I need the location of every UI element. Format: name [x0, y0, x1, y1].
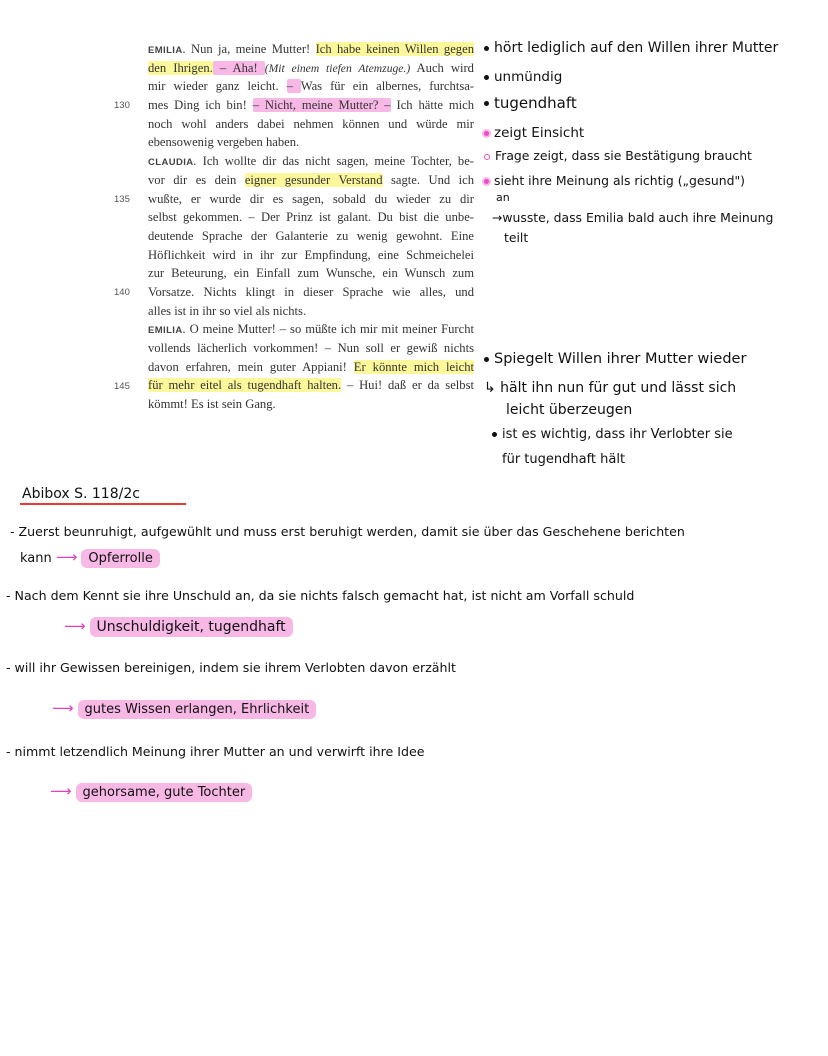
text-fragment: Höflichkeit wird in ihr zur Empfindung, eine Schmeichelei: [148, 247, 474, 262]
answer-4-result: gehorsame, gute Tochter: [76, 783, 253, 802]
answer-4: - nimmt letzendlich Meinung ihrer Mutter an und verwirft ihre Idee: [6, 744, 425, 759]
bullet-icon: [484, 46, 489, 51]
highlighted-text: den Ihrigen.: [148, 60, 213, 75]
text-fragment: vollends lächerlich vorkommen! – Nun soll er gewiß nichts: [148, 341, 474, 355]
note-5: Frage zeigt, dass sie Bestätigung braucht: [484, 148, 752, 163]
text-line: [148, 96, 474, 115]
note-2: unmündig: [484, 69, 562, 85]
text-line: [148, 302, 474, 321]
highlighted-text: eigner gesunder Verstand: [244, 172, 383, 187]
note-8: Spiegelt Willen ihrer Mutter wieder: [484, 351, 746, 367]
answer-3-result: gutes Wissen erlangen, Ehrlichkeit: [78, 700, 317, 719]
text-fragment: Vorsatze. Nichts klingt in dieser Sprache wie alles, und: [148, 284, 474, 299]
text-fragment: O meine Mutter! – so müßte ich mir mit meiner Furcht: [185, 322, 474, 337]
line-number: 135: [114, 193, 130, 205]
text-fragment: ebensowenig vergeben haben.: [148, 135, 300, 150]
bullet-icon: [484, 357, 489, 362]
note-9: ↳ hält ihn nun für gut und lässt sich: [484, 380, 737, 396]
note-1: hört lediglich auf den Willen ihrer Mutter: [484, 40, 778, 56]
text-line: [148, 227, 474, 246]
text-fragment: Was für ein albernes, furchtsa-: [300, 79, 474, 94]
arrow-icon: ⟶: [52, 699, 74, 717]
note-7-continued: teilt: [504, 230, 529, 245]
text-line: [148, 208, 474, 227]
abibox-heading: Abibox S. 118/2c: [22, 486, 140, 502]
note-7: →wusste, dass Emilia bald auch ihre Meinung: [492, 210, 774, 225]
text-fragment: Ich wollte dir das nicht sagen, meine Tochter, be-: [196, 154, 474, 169]
text-fragment: mes Ding ich bin!: [148, 98, 253, 113]
printed-text-excerpt: [148, 40, 474, 414]
answer-2-continued: [64, 617, 293, 635]
text-fragment: deutende Sprache der Galanterie zu wenig gewohnt. Eine: [148, 228, 474, 243]
bullet-icon: [492, 432, 497, 437]
highlighted-text: – Aha!: [212, 60, 265, 75]
text-line: [148, 133, 474, 152]
highlighted-text: für mehr eitel als tugendhaft halten.: [148, 378, 342, 393]
text-line: [148, 40, 474, 59]
answer-1-result: Opferrolle: [81, 549, 159, 568]
note-10-continued: für tugendhaft hält: [502, 452, 626, 467]
text-fragment: kömmt! Es ist sein Gang.: [148, 397, 276, 412]
note-6-continued: an: [496, 191, 510, 204]
line-number: 145: [114, 380, 130, 392]
text-line: [148, 115, 474, 134]
text-line: [148, 358, 474, 377]
bullet-icon: [484, 101, 489, 106]
answer-3-continued: [52, 699, 316, 717]
answer-2-result: Unschuldigkeit, tugendhaft: [90, 617, 293, 637]
highlighted-text: Er könnte mich leicht: [353, 359, 474, 374]
text-fragment: davon erfahren, mein guter Appiani!: [148, 359, 354, 374]
pink-ring-bullet-icon: [484, 154, 490, 160]
answer-2: - Nach dem Kennt sie ihre Unschuld an, da sie nichts falsch gemacht hat, ist nicht am Vorfall schuld: [6, 588, 635, 603]
arrow-icon: ⟶: [64, 617, 86, 635]
text-fragment: mir wieder ganz leicht.: [148, 79, 287, 94]
note-6: sieht ihre Meinung als richtig („gesund"): [484, 173, 745, 188]
text-line: [148, 246, 474, 265]
arrow-icon: ⟶: [55, 548, 78, 566]
text-fragment: noch wohl anders dabei nehmen können und würde mir: [148, 116, 474, 131]
line-number: 130: [114, 100, 130, 112]
pink-bullet-icon: [484, 179, 489, 184]
bullet-icon: [484, 75, 489, 80]
note-10: ist es wichtig, dass ihr Verlobter sie: [492, 427, 733, 442]
text-line: [148, 283, 474, 302]
note-3: tugendhaft: [484, 94, 577, 112]
text-line: [148, 77, 474, 96]
answer-1-continued: kann ⟶ Opferrolle: [20, 548, 160, 566]
answer-1: - Zuerst beunruhigt, aufgewühlt und muss erst beruhigt werden, damit sie über das Geschehene berichten: [10, 524, 685, 539]
speaker-name: CLAUDIA.: [148, 157, 197, 169]
text-fragment: – Hui! daß er da selbst: [341, 378, 474, 393]
line-number: 140: [114, 287, 130, 299]
text-line: [148, 171, 474, 190]
pink-bullet-icon: [484, 131, 489, 136]
text-line: [148, 339, 474, 358]
text-fragment: (Mit einem tiefen Atemzuge.): [264, 61, 411, 75]
text-line: [148, 190, 474, 209]
highlighted-text: Ich habe keinen Willen gegen: [315, 42, 474, 56]
note-9-continued: leicht überzeugen: [506, 402, 633, 418]
speaker-name: EMILIA.: [148, 325, 186, 337]
text-fragment: Ich hätte mich: [390, 98, 475, 113]
highlighted-text: – Nicht, meine Mutter? –: [252, 98, 391, 113]
speaker-name: EMILIA.: [148, 45, 186, 56]
text-line: [148, 320, 474, 339]
text-fragment: zur Beteurung, ein Einfall zum Wunsche, ein Wunsch zum: [148, 266, 474, 281]
heading-underline: [20, 503, 186, 505]
text-fragment: Auch wird: [410, 60, 474, 75]
text-fragment: selbst gekommen. – Der Prinz ist galant. Du bist die unbe-: [148, 210, 474, 225]
text-fragment: sagte. Und ich: [382, 172, 475, 187]
text-line: [148, 264, 474, 283]
text-fragment: Nun ja, meine Mutter!: [185, 42, 316, 56]
text-fragment: wußte, er wurde dir es sagen, sobald du wieder zu dir: [148, 191, 474, 206]
answer-3: - will ihr Gewissen bereinigen, indem sie ihrem Verlobten davon erzählt: [6, 660, 456, 675]
text-line: [148, 59, 474, 78]
highlighted-text: –: [286, 79, 301, 94]
text-line: [148, 376, 474, 395]
answer-4-continued: [50, 782, 252, 800]
text-fragment: vor dir es dein: [148, 172, 245, 187]
text-line: [148, 395, 474, 414]
text-fragment: alles ist in ihr so viel als nichts.: [148, 303, 307, 318]
text-line: [148, 152, 474, 171]
arrow-icon: ⟶: [50, 782, 72, 800]
note-4: zeigt Einsicht: [484, 125, 584, 141]
